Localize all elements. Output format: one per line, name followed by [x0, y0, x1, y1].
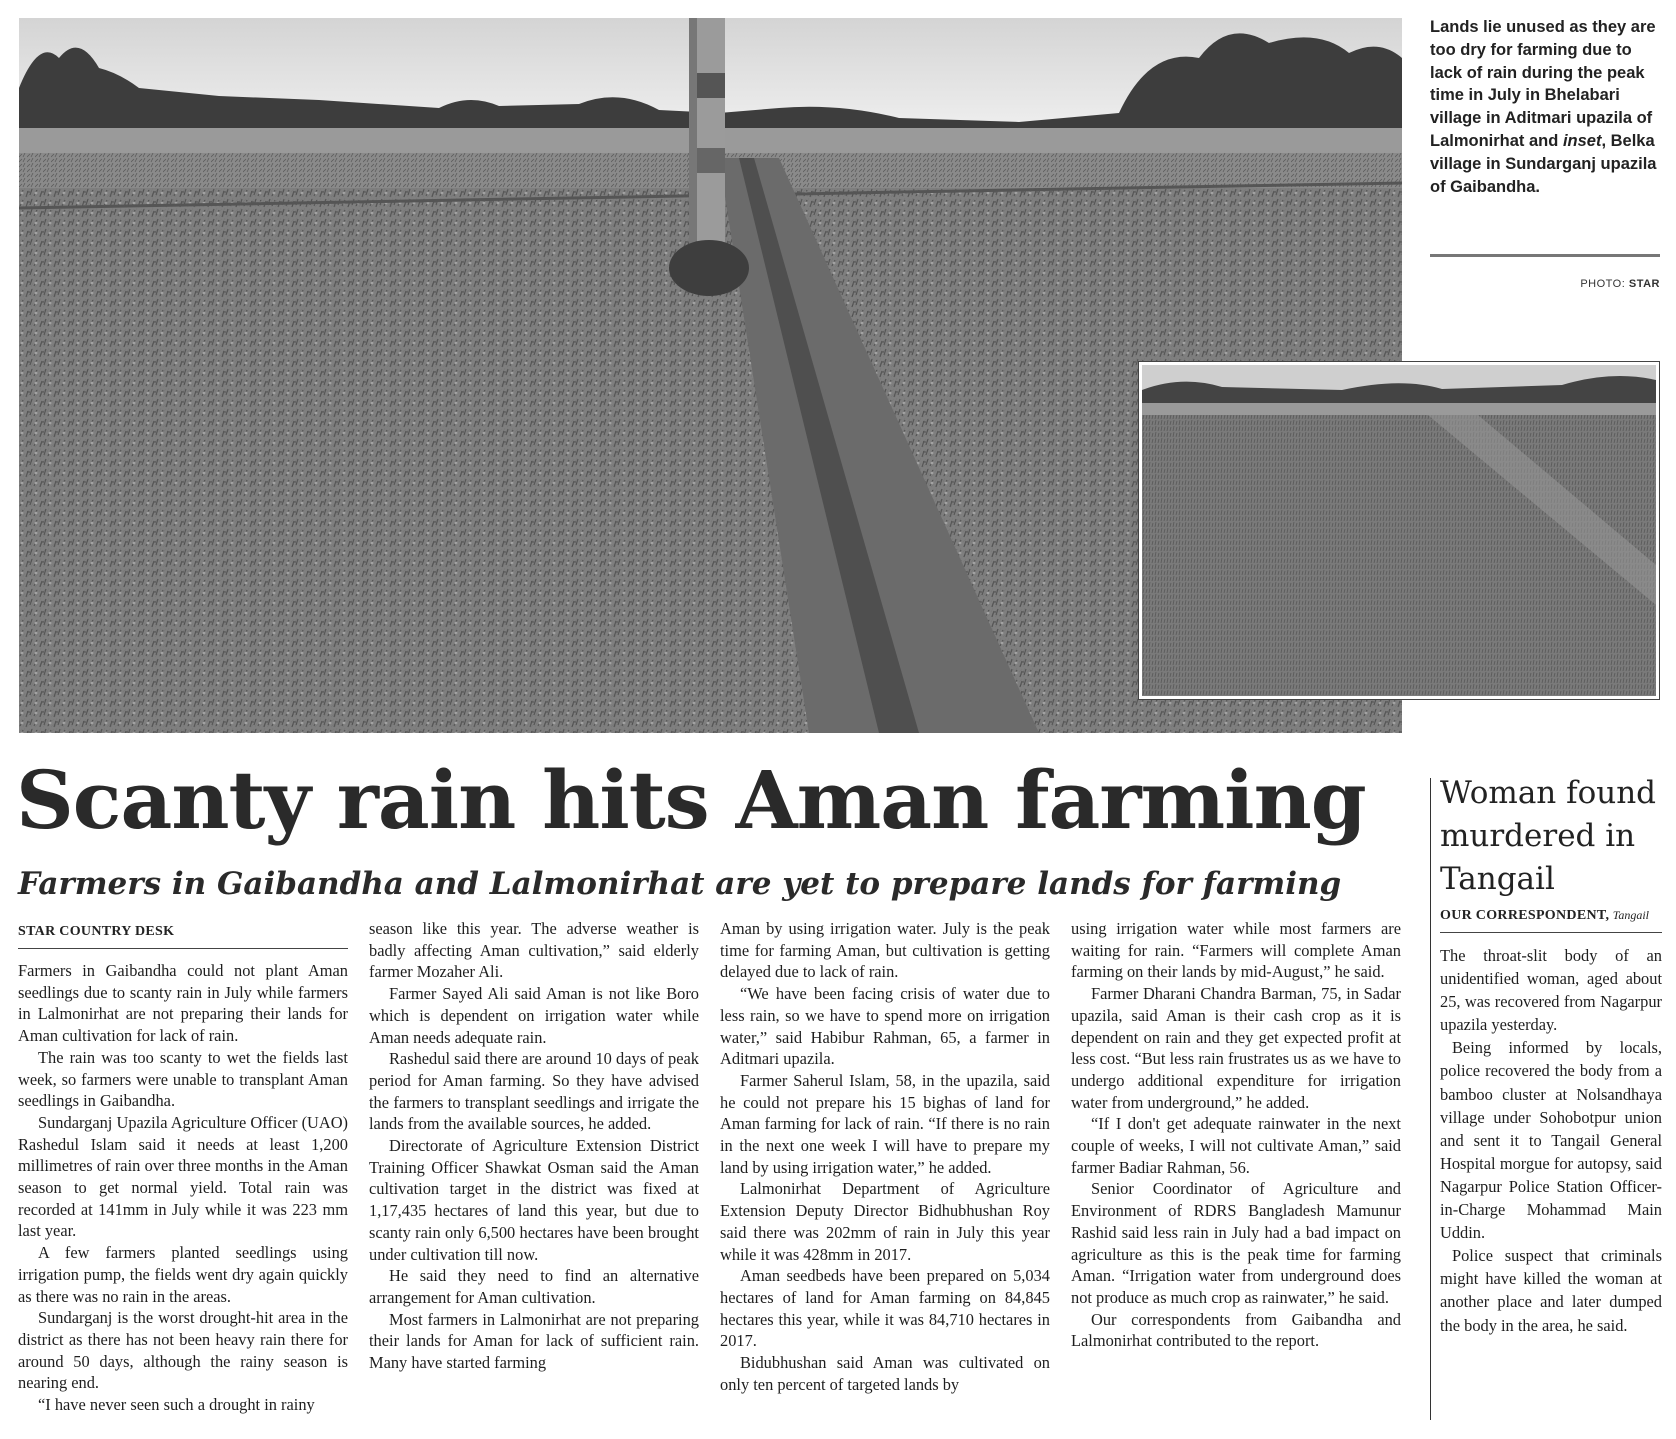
- sidebar-divider: [1430, 778, 1431, 1420]
- article-column-3: [720, 918, 1050, 1395]
- paragraph: Aman seedbeds have been prepared on 5,034 hectares of land for Aman farming on 84,845 hectares this year, while it was 84,710 hectares in 2017.: [720, 1266, 1050, 1351]
- paragraph: “If I don't get adequate rainwater in the next couple of weeks, I will not cultivate Aman,” said farmer Badiar Rahman, 56.: [1071, 1114, 1401, 1177]
- paragraph: Directorate of Agriculture Extension District Training Officer Shawkat Osman said the Aman cultivation target in the district was fixed at 1,17,435 hectares of land this year, but due to scanty rain only 6,500 hectares have been brought under cultivation till now.: [369, 1136, 699, 1264]
- paragraph: Sundarganj Upazila Agriculture Officer (UAO) Rashedul Islam said it needs at least 1,200 millimetres of rain over three months in the Aman season to get normal yield. Total rain was recorded at 141mm in July while it was 223 mm last year.: [18, 1112, 348, 1241]
- article-deck: Farmers in Gaibandha and Lalmonirhat are yet to prepare lands for farming: [18, 866, 1342, 902]
- paragraph: Police suspect that criminals might have killed the woman at another place and later dumped the body in the area, he said.: [1440, 1246, 1662, 1335]
- paragraph: Being informed by locals, police recovered the body from a bamboo cluster at Nolsandhaya village under Sohobotpur union and sent it to Tangail General Hospital morgue for autopsy, said Nagarpur Police Station Officer-in-Charge Mohammad Main Uddin.: [1440, 1038, 1662, 1243]
- paragraph: The rain was too scanty to wet the fields last week, so farmers were unable to transplant Aman seedlings in Gaibandha.: [18, 1047, 348, 1111]
- photo-credit: PHOTO: STAR: [1580, 278, 1660, 290]
- paragraph: Farmer Saherul Islam, 58, in the upazila, said he could not prepare his 15 bighas of land for Aman farming for lack of rain. “If there is no rain in the next one week I will have to prepare my land by using irrigation water,” he added.: [720, 1070, 1050, 1177]
- paragraph: Bidubhushan said Aman was cultivated on only ten percent of targeted lands by: [720, 1353, 1050, 1394]
- sidebar-body: [1440, 944, 1662, 1337]
- paragraph: using irrigation water while most farmers are waiting for rain. “Farmers will complete Aman farming on their lands by mid-August,” he said.: [1071, 919, 1401, 982]
- article-column-4: [1071, 918, 1401, 1352]
- article-column-2: [369, 918, 699, 1374]
- paragraph: season like this year. The adverse weather is badly affecting Aman cultivation,” said elderly farmer Mozaher Ali.: [369, 919, 699, 982]
- paragraph: Farmer Sayed Ali said Aman is not like Boro which is dependent on irrigation water while Aman needs adequate rain.: [369, 984, 699, 1047]
- article-headline: Scanty rain hits Aman farming: [16, 753, 1366, 847]
- paragraph: Sundarganj is the worst drought-hit area in the district as there has not been heavy rain there for around 50 days, although the rainy season is nearing end.: [18, 1308, 348, 1393]
- paragraph: Lalmonirhat Department of Agriculture Extension Deputy Director Bidhubhushan Roy said there was 202mm of rain in July this year while it was 428mm in 2017.: [720, 1179, 1050, 1264]
- sidebar-headline: Woman found murdered in Tangail: [1440, 775, 1657, 897]
- photo-caption: Lands lie unused as they are too dry for farming due to lack of rain during the peak time in July in Bhelabari village in Aditmari upazila of Lalmonirhat and inset, Belka village in Sundarganj upazila of Gaibandha.: [1430, 18, 1657, 196]
- paragraph: Aman by using irrigation water. July is the peak time for farming Aman, but cultivation is getting delayed due to lack of rain.: [720, 919, 1050, 982]
- paragraph: Rashedul said there are around 10 days of peak period for Aman farming. So they have advised the farmers to transplant seedlings and irrigate the lands from the available sources, he added.: [369, 1049, 699, 1134]
- paragraph: “We have been facing crisis of water due to less rain, so we have to spend more on irrigation water,” said Habibur Rahman, 65, a farmer in Aditmari upazila.: [720, 984, 1050, 1069]
- paragraph: Senior Coordinator of Agriculture and Environment of RDRS Bangladesh Mamunur Rashid said less rain in July had a bad impact on agriculture as this is the peak time for farming Aman. “Irrigation water from underground does not produce as much crop as rainwater,” he said.: [1071, 1179, 1401, 1307]
- paragraph: Our correspondents from Gaibandha and Lalmonirhat contributed to the report.: [1071, 1309, 1401, 1351]
- grass-field-photo: [1142, 365, 1656, 696]
- paragraph: “I have never seen such a drought in rainy: [38, 1395, 315, 1415]
- paragraph: Farmer Dharani Chandra Barman, 75, in Sadar upazila, said Aman is their cash crop as it is dependent on rain and they get expected profit at less cost. “But less rain frustrates us as we have to undergo additional expenditure for irrigation water from underground,” he added.: [1071, 984, 1401, 1112]
- paragraph: A few farmers planted seedlings using irrigation pump, the fields went dry again quickly as there was no rain in the areas.: [18, 1243, 348, 1306]
- sidebar-byline: OUR CORRESPONDENT, Tangail: [1440, 908, 1662, 933]
- paragraph: Farmers in Gaibandha could not plant Aman seedlings due to scanty rain in July while farmers in Lalmonirhat are not preparing their lands for Aman cultivation for lack of rain.: [18, 961, 348, 1046]
- inset-photo: [1139, 362, 1659, 699]
- paragraph: The throat-slit body of an unidentified woman, aged about 25, was recovered from Nagarpur upazila yesterday.: [1440, 946, 1662, 1035]
- article-byline: STAR COUNTRY DESK: [18, 924, 348, 949]
- paragraph: He said they need to find an alternative arrangement for Aman cultivation.: [369, 1266, 699, 1307]
- caption-divider: [1430, 254, 1660, 257]
- paragraph: Most farmers in Lalmonirhat are not preparing their lands for Aman for lack of sufficient rain. Many have started farming: [369, 1309, 699, 1373]
- article-column-1: [18, 960, 348, 1416]
